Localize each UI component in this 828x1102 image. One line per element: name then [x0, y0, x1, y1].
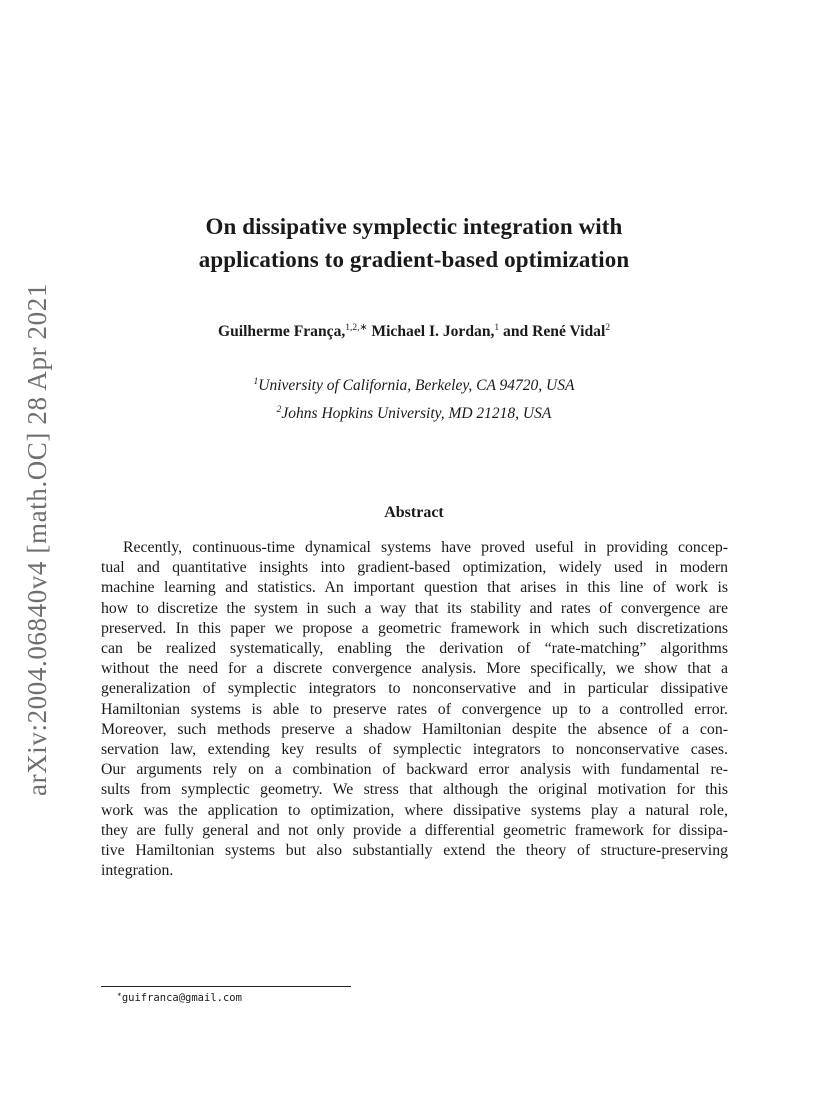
abstract-body	[101, 538, 728, 881]
abstract-line: integration.	[101, 862, 174, 880]
abstract-line: Moreover, such methods preserve a shadow Hamiltonian despite the absence of a con-	[101, 720, 728, 738]
abstract-line: Our arguments rely on a combination of backward error analysis with fundamental re-	[101, 761, 728, 779]
affiliation-text: University of California, Berkeley, CA 94720, USA	[258, 377, 575, 394]
abstract-line: preserved. In this paper we propose a geometric framework in which such discretizations	[101, 619, 728, 637]
abstract-line: sults from symplectic geometry. We stress that although the original motivation for this	[101, 781, 728, 799]
affiliations	[0, 370, 828, 426]
abstract-line: Recently, continuous-time dynamical systems have proved useful in providing concep-	[123, 539, 728, 556]
author-list	[0, 322, 828, 341]
author-affiliation-mark: 1,2,∗	[345, 323, 368, 333]
abstract-line: tual and quantitative insights into gradient-based optimization, widely used in modern	[101, 559, 728, 577]
author-email: guifranca@gmail.com	[121, 992, 242, 1004]
affiliation-mark: 1	[253, 377, 259, 387]
abstract-line: can be realized systematically, enabling the derivation of “rate-matching” algorithms	[101, 640, 728, 658]
affiliation-mark: 2	[276, 405, 282, 415]
title-line: applications to gradient-based optimization	[198, 247, 630, 272]
abstract-line: machine learning and statistics. An important question that arises in this line of work is	[101, 579, 728, 597]
paper-title	[0, 210, 828, 276]
title-line: On dissipative symplectic integration with	[205, 214, 623, 239]
footnote-mark: ∗	[117, 990, 122, 999]
abstract-line: servation law, extending key results of symplectic integrators to nonconservative cases.	[101, 741, 728, 759]
author-affiliation-mark: 2	[605, 323, 611, 333]
arxiv-identifier: arXiv:2004.06840v4 [math.OC] 28 Apr 2021	[22, 283, 52, 796]
affiliation-line	[0, 370, 828, 398]
footnote-divider	[101, 986, 351, 987]
abstract-line: without the need for a discrete convergence analysis. More specifically, we show that a	[101, 660, 728, 678]
author-name: Guilherme França,	[217, 323, 346, 340]
abstract-line: tive Hamiltonian systems but also substantially extend the theory of structure-preserving	[101, 842, 728, 860]
abstract-line: how to discretize the system in such a way that its stability and rates of convergence are	[101, 599, 728, 617]
footnote	[117, 990, 242, 1004]
abstract-line: generalization of symplectic integrators to nonconservative and in particular dissipative	[101, 680, 728, 698]
author-name: Michael I. Jordan,	[367, 323, 495, 340]
abstract-line: Hamiltonian systems is able to preserve rates of convergence up to a controlled error.	[101, 700, 728, 718]
abstract-heading: Abstract	[384, 504, 444, 521]
author-affiliation-mark: 1	[494, 323, 500, 333]
affiliation-line	[0, 398, 828, 426]
affiliation-text: Johns Hopkins University, MD 21218, USA	[281, 405, 552, 422]
author-name: and René Vidal	[499, 323, 606, 340]
abstract-line: they are fully general and not only provide a differential geometric framework for dissipa-	[101, 821, 728, 839]
abstract-line: work was the application to optimization, where dissipative systems play a natural role,	[101, 801, 728, 819]
